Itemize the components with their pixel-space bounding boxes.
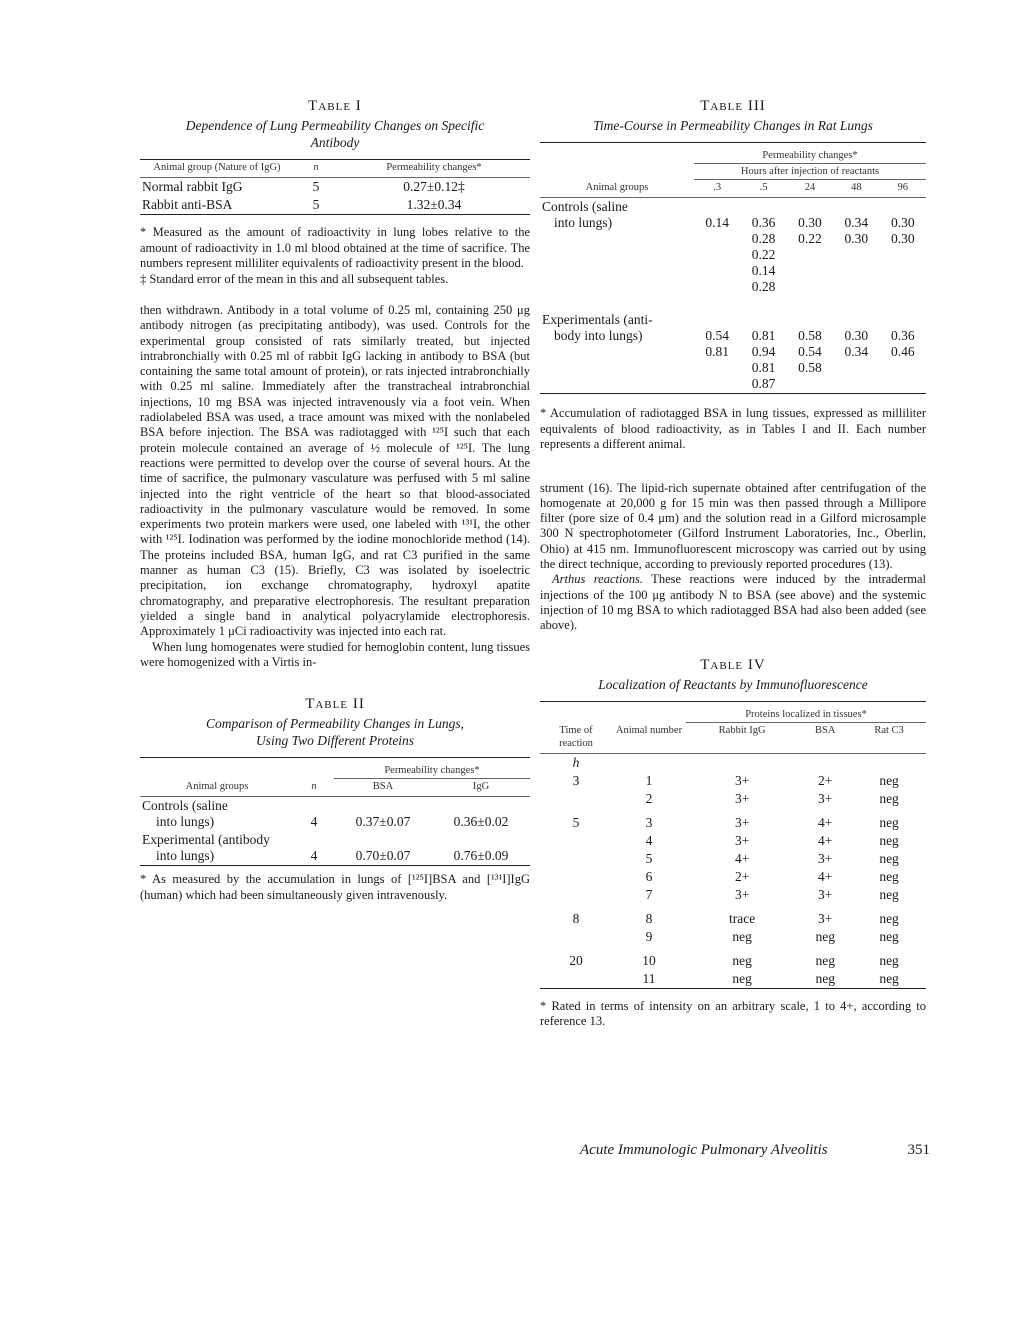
right-column	[540, 98, 926, 1030]
table-row: 9 neg neg neg	[645, 928, 899, 944]
table-row: 11 neg neg neg	[540, 970, 926, 989]
table-row: Experimentals (anti- body into lungs) 0.54 0.81 0.81 0.94 0.81 0.87 0.58 0.54 0.58 0.30 0.34 0.36 0.46	[540, 296, 926, 394]
table-row: Experimental (antibody into lungs) 4 0.70±0.07 0.76±0.09	[140, 831, 530, 866]
table-3-grid: Permeability changes* Hours after injection of reactants Animal groups .3 .5 24 48 96 Controls (saline into lungs) 0.14 0.36 0.28 0.22 0.14 0.28 0.30 0.22 0.34 0.30 0.30 0.30 Experimentals (anti- body into lungs) 0.54 0.81 0.81 0.94 0.81 0.87 0.58 0.54 0.58 0.30 0.34 0.36 0.46	[540, 142, 926, 394]
table-row: Rabbit anti-BSA 5 1.32±0.34	[140, 196, 530, 215]
table-row: Normal rabbit IgG 5 0.27±0.12‡	[142, 179, 465, 194]
paragraph: Arthus reactions. These reactions were induced by the intradermal injections of the 100 μg antibody N to BSA (see above) and the systemic injection of 10 mg BSA to which radiotagged BSA had also been added (see above).	[540, 572, 926, 633]
table-row: Controls (saline into lungs) 0.14 0.36 0.28 0.22 0.14 0.28 0.30 0.22 0.34 0.30 0.30 0.30	[542, 199, 915, 294]
left-body-text	[140, 303, 530, 670]
table-1-col-group: Animal group (Nature of IgG)	[140, 160, 294, 176]
table-row: 3 1 3+ 2+ neg	[572, 772, 899, 788]
table-4	[540, 657, 926, 1030]
table-1-caption: Dependence of Lung Permeability Changes on Specific Antibody	[185, 118, 485, 150]
table-4-caption: Localization of Reactants by Immunofluorescence	[598, 677, 868, 693]
table-row: Controls (saline into lungs) 4 0.37±0.07 0.36±0.02	[142, 798, 509, 830]
table-4-label: Table IV	[700, 657, 766, 674]
table-row: 6 2+ 4+ neg	[645, 868, 899, 884]
page-number: 351	[907, 1142, 930, 1158]
right-body-text	[540, 481, 926, 634]
table-1-label: Table I	[308, 98, 362, 114]
table-row: 8 8 trace 3+ neg	[572, 910, 899, 926]
table-2-label: Table II	[305, 696, 365, 713]
table-2	[140, 696, 530, 903]
table-1-footnote-2: ‡ Standard error of the mean in this and all subsequent tables.	[140, 271, 449, 286]
table-2-span-header: Permeability changes*	[334, 758, 530, 779]
table-1-col-n: n	[294, 160, 338, 176]
table-3-footnote: * Accumulation of radiotagged BSA in lung tissues, expressed as milliliter equivalents of blood radioactivity, as in Tables I and II. Each number represents a different animal.	[540, 406, 926, 451]
table-row: 20 10 neg neg neg	[569, 952, 899, 968]
paragraph: strument (16). The lipid-rich supernate obtained after centrifugation of the homogenate at 20,000 g for 15 min was then passed through a Millipore filter (pore size of 0.4 μm) and the solution read in a Gilford microsample 300 N spectrophotometer (Gilford Instrument Laboratories, Inc., Oberlin, Ohio) at 415 nm. Immunofluorescent microscopy was carried out by using the direct technique, according to previously reported procedures (13).	[540, 480, 926, 571]
table-4-grid: Proteins localized in tissues* Time of reaction Animal number Rabbit IgG BSA Rat C3 h 3 1 3+ 2+ neg 2 3+ 3+ neg 5 3 3+ 4+ neg 4 3+ 4+ neg 5 4+ 3+ neg 6 2+ 4+ neg 7 3+ 3+ neg 8 8 trace 3+ neg 9 neg neg neg 20 10 neg neg neg 11 neg neg neg	[540, 701, 926, 989]
table-3-label: Table III	[700, 98, 766, 114]
table-1	[140, 98, 530, 287]
table-row: 2 3+ 3+ neg	[645, 790, 899, 806]
table-3-caption: Time-Course in Permeability Changes in Rat Lungs	[593, 118, 873, 133]
table-2-grid: Permeability changes* Animal groups n BSA IgG Controls (saline into lungs) 4 0.37±0.07 0.36±0.02 Experimental (antibody into lungs) 4 0.70±0.07 0.76±0.09	[140, 757, 530, 866]
table-1-footnote-1: * Measured as the amount of radioactivity in lung lobes relative to the amount of radioactivity in 1.0 ml blood obtained at the time of sacrifice. The numbers represent milliliter equivalents of radioactivity present in the blood.	[140, 225, 530, 270]
table-2-footnote: * As measured by the accumulation in lungs of [¹²⁵I]BSA and [¹³¹I]IgG (human) which had been simultaneously given intravenously.	[140, 872, 530, 902]
table-row: 5 4+ 3+ neg	[645, 850, 899, 866]
left-column	[140, 98, 530, 903]
table-row: 7 3+ 3+ neg	[645, 886, 899, 902]
paragraph: When lung homogenates were studied for hemoglobin content, lung tissues were homogenized with a Virtis in-	[140, 639, 530, 669]
table-row: 5 3 3+ 4+ neg	[572, 814, 899, 830]
table-4-footnote: * Rated in terms of intensity on an arbitrary scale, 1 to 4+, according to reference 13.	[540, 998, 926, 1029]
table-1-grid	[140, 159, 530, 215]
page-footer	[580, 1142, 930, 1159]
table-row: 4 3+ 4+ neg	[645, 832, 899, 848]
table-2-caption: Comparison of Permeability Changes in Lungs, Using Two Different Proteins	[205, 716, 464, 749]
table-1-col-perm: Permeability changes*	[338, 160, 530, 176]
table-3	[540, 98, 926, 453]
paragraph: then withdrawn. Antibody in a total volume of 0.25 ml, containing 250 μg antibody nitrogen (as precipitating antibody), was used. Controls for the experimental group consisted of rats similarly treated, but injected intrabronchially with 0.25 ml of rabbit IgG lacking in antibody to BSA (but containing the same total amount of protein), or rats injected intrabronchially with 0.25 ml saline. Immediately after the transtracheal intrabronchial injections, 10 mg BSA was injected intravenously via a foot vein. When radiolabeled BSA was used, a trace amount was mixed with the nonlabeled BSA before injection. The BSA was radiotagged with ¹²⁵I such that each protein molecule contained an average of ½ molecule of ¹²⁵I. The lung reactions were permitted to develop over the course of several hours. At the time of sacrifice, the pulmonary vasculature was perfused with 5 ml saline injected into the right ventricle of the heart so that blood-associated radioactivity in the pulmonary vasculature would be removed. In some experiments two protein markers were used, one labeled with ¹³¹I, the other with ¹²⁵I. Iodination was performed by the iodine monochloride method (14). The proteins included BSA, human IgG, and rat C3 purified in the same manner as human C3 (15). Briefly, C3 was isolated by isoelectric precipitation, ion exchange chromatography, hydroxyl apatite chromatography, and preparative electrophoresis. The resultant preparation yielded a single band in analytical polyacrylamide electrophoresis. Approximately 1 μCi radioactivity was injected into each rat.	[140, 303, 530, 639]
running-title: Acute Immunologic Pulmonary Alveolitis	[580, 1142, 828, 1158]
